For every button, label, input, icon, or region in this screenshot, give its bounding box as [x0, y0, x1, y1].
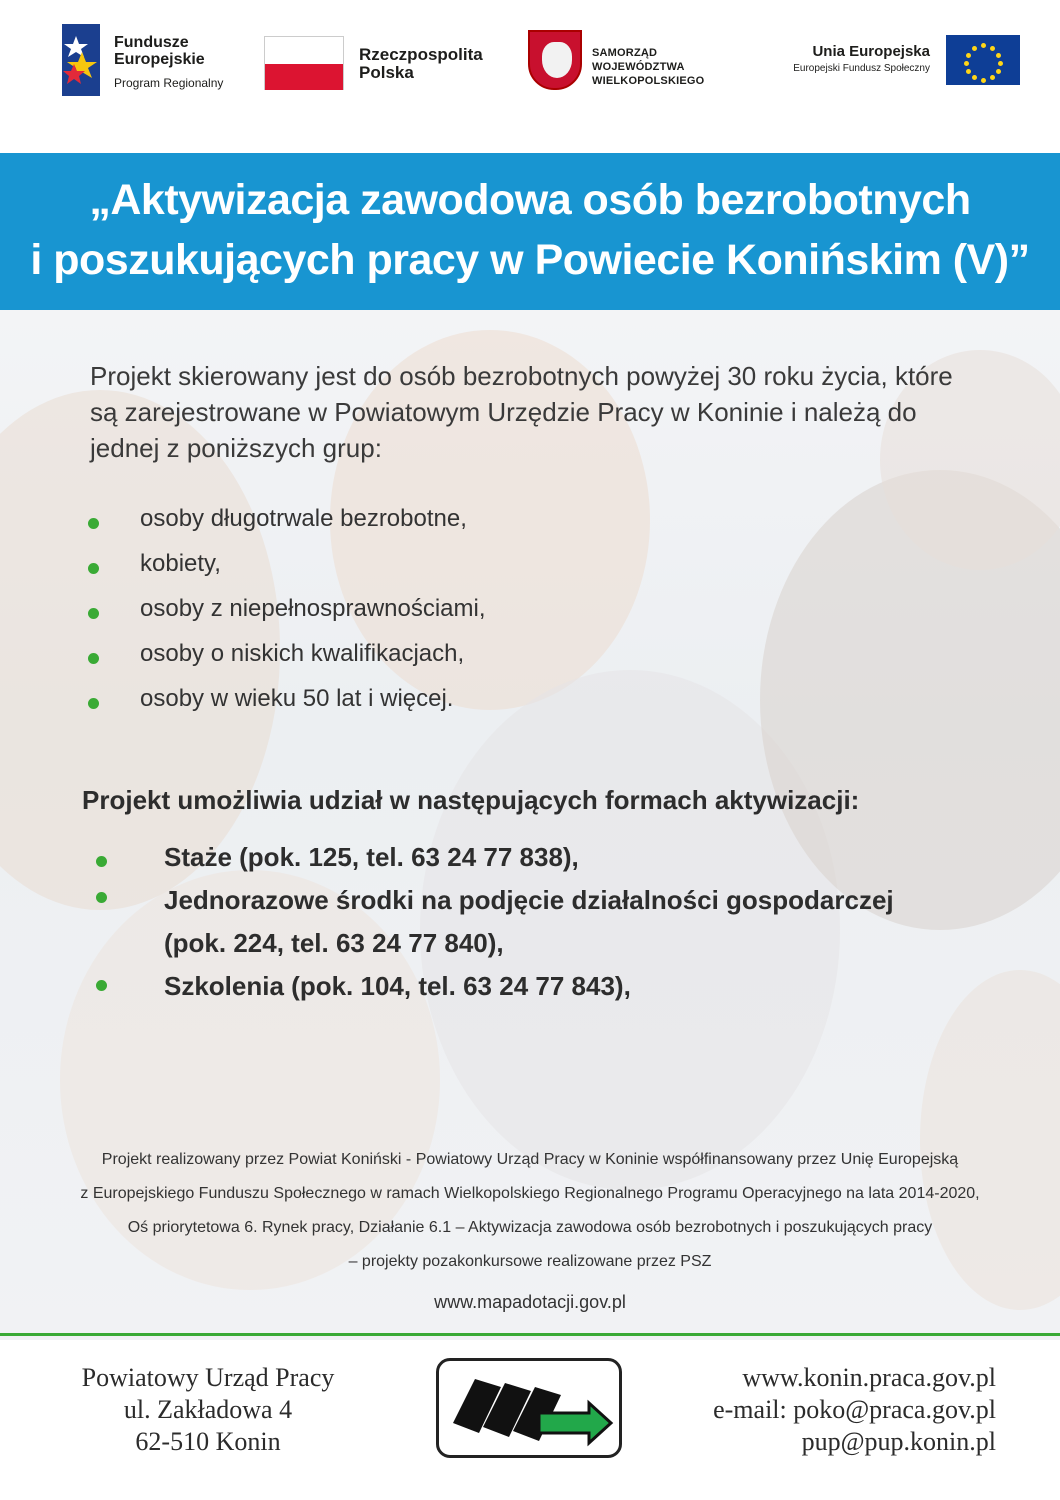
bullet-icon: [96, 856, 107, 867]
polish-flag-icon: [264, 36, 344, 90]
form-szkolenia: Szkolenia (pok. 104, tel. 63 24 77 843),: [164, 971, 631, 1001]
bullet-icon: [88, 698, 99, 709]
ue-subtitle: Europejski Fundusz Społeczny: [793, 63, 930, 74]
funding-line-4: – projekty pozakonkursowe realizowane przez PSZ: [348, 1253, 712, 1270]
form-srodki-line2: (pok. 224, tel. 63 24 77 840),: [164, 928, 504, 958]
pup-cards-arrow-icon: [439, 1361, 619, 1455]
office-street: ul. Zakładowa 4: [123, 1395, 293, 1424]
form-staze: Staże (pok. 125, tel. 63 24 77 838),: [164, 842, 579, 872]
intro-line-1: Projekt skierowany jest do osób bezrobotnych powyżej 30 roku życia, które: [90, 361, 953, 391]
fe-line2: Europejskie: [114, 51, 205, 68]
form-srodki-line1: Jednorazowe środki na podjęcie działalności gospodarczej: [164, 885, 894, 915]
bullet-icon: [88, 653, 99, 664]
bullet-icon: [88, 563, 99, 574]
eu-flag-icon: [946, 35, 1020, 85]
rp-line1: Rzeczpospolita: [359, 45, 483, 64]
office-name: Powiatowy Urząd Pracy: [81, 1363, 335, 1392]
title-line-2: i poszukujących pracy w Powiecie Konińskim (V)”: [30, 236, 1030, 284]
funding-line-1: Projekt realizowany przez Powiat Koniński - Powiatowy Urząd Pracy w Koninie współfinansowany przez Unię Europejską: [101, 1151, 959, 1168]
bullet-icon: [88, 608, 99, 619]
bullet-icon: [96, 980, 107, 991]
contact-email-1[interactable]: e-mail: poko@praca.gov.pl: [713, 1395, 996, 1424]
ue-title: Unia Europejska: [812, 43, 930, 60]
intro-line-2: są zarejestrowane w Powiatowym Urzędzie Pracy w Koninie i należą do: [90, 397, 917, 427]
project-funding-note: [0, 1143, 1060, 1279]
rzeczpospolita-polska-logo: [264, 36, 504, 92]
office-city: 62-510 Konin: [135, 1427, 281, 1456]
samorzad-wojewodztwa-logo: [528, 30, 728, 92]
mapadotacji-link[interactable]: www.mapadotacji.gov.pl: [434, 1292, 626, 1312]
sw-line1: SAMORZĄD WOJEWÓDZTWA: [592, 47, 685, 73]
contact-email-2[interactable]: pup@pup.konin.pl: [801, 1427, 996, 1456]
fe-subtitle: Program Regionalny: [114, 76, 224, 90]
fe-line1: Fundusze: [114, 34, 189, 51]
divider: [0, 1333, 1060, 1336]
unia-europejska-logo: [770, 35, 1020, 87]
forms-heading: Projekt umożliwia udział w następujących formach aktywizacji:: [82, 785, 860, 815]
contact-info: [713, 1362, 996, 1458]
funding-line-2: z Europejskiego Funduszu Społecznego w ramach Wielkopolskiego Regionalnego Programu Operacyjnego na lata 2014-2020,: [80, 1185, 980, 1202]
bullet-icon: [96, 892, 107, 903]
intro-line-3: jednej z poniższych grup:: [90, 433, 382, 463]
funding-line-3: Oś priorytetowa 6. Rynek pracy, Działanie 6.1 – Aktywizacja zawodowa osób bezrobotnych i poszukujących pracy: [127, 1219, 933, 1236]
logos-bar: [0, 0, 1060, 150]
pup-logo: [436, 1358, 622, 1458]
fe-stars-icon: [62, 24, 100, 96]
rp-line2: Polska: [359, 63, 414, 82]
title-line-1: „Aktywizacja zawodowa osób bezrobotnych: [89, 176, 971, 224]
coat-of-arms-icon: [528, 30, 582, 90]
fundusze-europejskie-logo: [62, 24, 242, 98]
intro-paragraph: [90, 358, 990, 466]
bullet-icon: [88, 518, 99, 529]
office-address: [60, 1362, 356, 1458]
sw-line2: WIELKOPOLSKIEGO: [592, 75, 705, 87]
contact-website[interactable]: www.konin.praca.gov.pl: [742, 1363, 996, 1392]
